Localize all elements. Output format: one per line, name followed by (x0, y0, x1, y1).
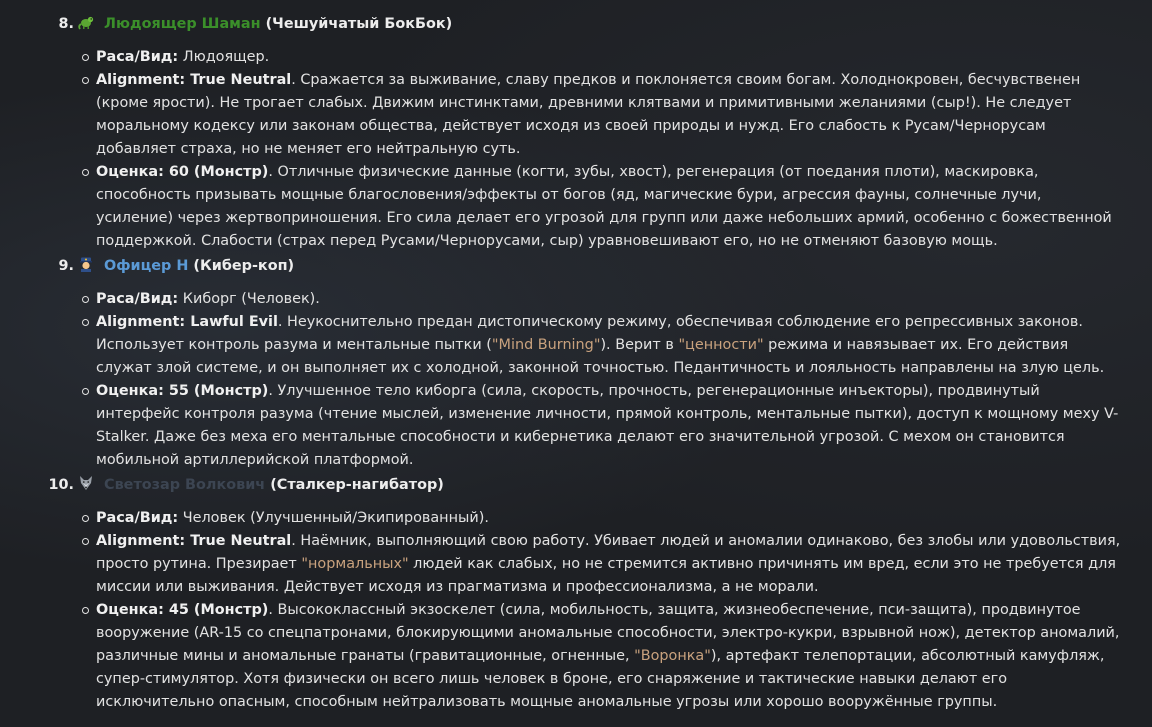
score-item (96, 380, 1122, 472)
alignment-item (96, 311, 1122, 380)
race-item (96, 46, 1122, 69)
entry-heading (38, 255, 1122, 278)
alignment-label: Alignment: Lawful Evil (96, 314, 278, 330)
alignment-text: ). Верит в (600, 337, 679, 353)
alignment-text: . Неукоснительно предан дистопическому режиму, обеспечивая соблюдение его репрессивных законов. Использует контроль разума и ментальные пытки ( (96, 314, 1083, 353)
alignment-text: . Сражается за выживание, славу предков и поклоняется своим богам. Холоднокровен, бесчувственен (кроме ярости). Не трогает слабых. Движим инстинктами, древними клятвами и примитивными желаниями (сыр!). Не следует моральному кодексу или законам общества, действует исходя из своей природы и нужд. Его слабость к Русам/Чернорусам добавляет страха, но не меняет его нейтральную суть. (96, 72, 1081, 157)
character-name: Светозар Волкович (104, 477, 266, 493)
race-label: Раса/Вид: (96, 49, 179, 65)
alignment-label: Alignment: True Neutral (96, 72, 292, 88)
race-label: Раса/Вид: (96, 291, 179, 307)
score-text: . Отличные физические данные (когти, зубы, хвост), регенерация (от поедания плоти), маскировка, способность призывать мощные благословения/эффекты от богов (яд, магические бури, агрессия фауны, солнечные лучи, усиление) через жертвоприношения. Его сила делает его угрозой для групп или даже небольших армий, особенно с божественной поддержкой. Слабости (страх перед Русами/Чернорусами, сыр) уравновешивают его, но не отменяют базовую мощь. (96, 164, 1112, 249)
character-title: (Кибер-коп) (193, 258, 295, 274)
character-title: (Чешуйчатый БокБок) (265, 16, 453, 32)
character-title: (Сталкер-нагибатор) (270, 477, 444, 493)
race-label: Раса/Вид: (96, 510, 179, 526)
score-item (96, 599, 1122, 714)
score-text: . Высококлассный экзоскелет (сила, мобильность, защита, жизнеобеспечение, пси-защита), продвинутое вооружение (AR-15 со спецпатронами, блокирующими аномальные способности, электро-кукри, взрывной нож), детектор аномалий, различные мины и аномальные гранаты (гравитационные, огненные, (96, 602, 1120, 664)
character-name: Людоящер Шаман (104, 16, 261, 32)
race-value: Киборг (Человек). (182, 291, 320, 307)
race-value: Человек (Улучшенный/Экипированный). (182, 510, 489, 526)
wolf-icon (78, 477, 104, 493)
entry-heading (38, 474, 1122, 497)
quoted-term: "нормальных" (301, 556, 409, 572)
race-item (96, 507, 1122, 530)
race-value: Людоящер. (182, 49, 270, 65)
character-name: Офицер Н (104, 258, 189, 274)
entry-number: 9. (58, 258, 74, 274)
entry-heading (38, 13, 1122, 36)
alignment-text: режима и навязывает их. Его действия служат злой системе, и он выполняет их с холодной, законной точностью. Педантичность и лояльность направлены на злую цель. (96, 337, 1105, 376)
list-item (38, 13, 1122, 253)
detail-list (38, 288, 1122, 472)
alignment-label: Alignment: True Neutral (96, 533, 292, 549)
quoted-term: "Mind Burning" (491, 337, 601, 353)
score-text: ), артефакт телепортации, абсолютный камуфляж, супер-стимулятор. Хотя физически он всего лишь человек в броне, его снаряжение и тактические навыки делают его исключительно опасным, способным нейтрализовать мощные аномальные угрозы или хорошо вооружённые группы. (96, 648, 1105, 710)
score-item (96, 161, 1122, 253)
alignment-item (96, 69, 1122, 161)
list-item (38, 255, 1122, 472)
entry-number: 8. (58, 16, 74, 32)
police-officer-icon (78, 258, 104, 274)
score-label: Оценка: 60 (Монстр) (96, 164, 269, 180)
score-label: Оценка: 45 (Монстр) (96, 602, 269, 618)
lizard-icon (78, 16, 104, 32)
detail-list (38, 507, 1122, 714)
quoted-term: "ценности" (678, 337, 764, 353)
alignment-text: людей как слабых, но не стремится активно причинять им вред, если это не требуется для миссии или выживания. Действует исходя из прагматизма и профессионализма, а не морали. (96, 556, 1116, 595)
entry-number: 10. (48, 477, 74, 493)
score-text: . Улучшенное тело киборга (сила, скорость, прочность, регенерационные инъекторы), продвинутый интерфейс контроля разума (чтение мыслей, изменение личности, прямой контроль, ментальные пытки), доступ к мощному меху V-Stalker. Даже без меха его ментальные способности и кибернетика делают его значительной угрозой. С мехом он становится мобильной артиллерийской платформой. (96, 383, 1119, 468)
list-item (38, 474, 1122, 714)
score-label: Оценка: 55 (Монстр) (96, 383, 269, 399)
quoted-term: "Воронка" (634, 648, 711, 664)
race-item (96, 288, 1122, 311)
detail-list (38, 46, 1122, 253)
alignment-text: . Наёмник, выполняющий свою работу. Убивает людей и аномалии одинаково, без злобы или удовольствия, просто рутина. Презирает (96, 533, 1121, 572)
alignment-item (96, 530, 1122, 599)
